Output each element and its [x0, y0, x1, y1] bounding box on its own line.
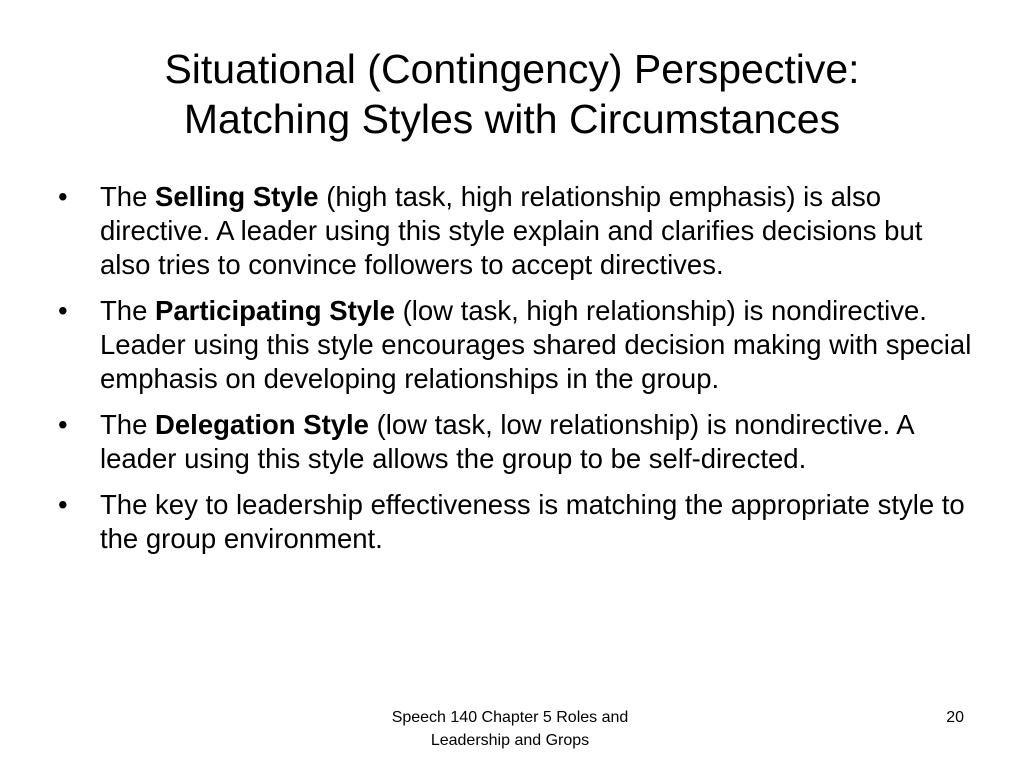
bullet-prefix: The: [100, 295, 156, 326]
bullet-item-delegation-style: [58, 408, 978, 476]
title-line-2: Matching Styles with Circumstances: [183, 96, 841, 142]
bullet-text: (low task, low relationship) is nondirective. A leader using this style allows the group to be self-directed.: [100, 409, 914, 474]
slide-number: 20: [946, 709, 964, 726]
bullet-text: (low task, high relationship) is nondirective. Leader using this style encourages shared decision making with special emphasis on developing relationships in the group.: [100, 295, 972, 394]
title-line-1: Situational (Contingency) Perspective:: [164, 46, 860, 92]
bullet-text: (high task, high relationship emphasis) is also directive. A leader using this style explain and clarifies decisions but also tries to convince followers to accept directives.: [100, 181, 923, 280]
bullet-text: The key to leadership effectiveness is matching the appropriate style to the group environment.: [100, 489, 965, 554]
slide-footer: [340, 706, 680, 752]
bullet-icon: •: [58, 489, 68, 520]
footer-line-1: Speech 140 Chapter 5 Roles and: [391, 709, 629, 726]
bullet-list: [58, 180, 978, 568]
bullet-bold-term: Selling Style: [155, 181, 319, 212]
bullet-bold-term: Participating Style: [155, 295, 395, 326]
bullet-item-key-effectiveness: [58, 488, 978, 556]
bullet-bold-term: Delegation Style: [155, 409, 369, 440]
bullet-prefix: The: [100, 409, 156, 440]
bullet-icon: •: [58, 409, 68, 440]
bullet-prefix: The: [100, 181, 156, 212]
slide-title: [60, 44, 964, 144]
footer-line-2: Leadership and Grops: [430, 732, 590, 749]
bullet-icon: •: [58, 181, 68, 212]
bullet-item-selling-style: [58, 180, 978, 282]
bullet-icon: •: [58, 295, 68, 326]
bullet-item-participating-style: [58, 294, 978, 396]
